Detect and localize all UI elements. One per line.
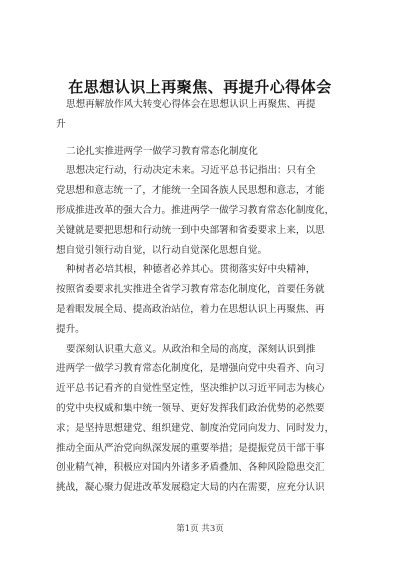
body-line: 思想决定行动，行动决定未来。习近平总书记指出：只有全 (66, 165, 316, 177)
body-line: 要深刻认识重大意义。从政治和全局的高度，深刻认识到推 (66, 343, 316, 355)
body-line: 求；是坚持思想建党、组织建党、制度治党同向发力、同时发力， (56, 422, 335, 434)
body-line: 思想再解放作风大转变心得体会在思想认识上再聚焦、再提 (66, 99, 316, 110)
body-line: 进两学一做学习教育常态化制度化，是增强向党中央看齐、向习 (56, 363, 325, 375)
body-line: 党思想和意志统一了，才能统一全国各族人民思想和意志，才能 (56, 185, 325, 197)
body-line: 的党中央权威和集中统一领导、更好发挥我们政治优势的必然要 (56, 402, 325, 414)
body-line: 近平总书记看齐的自觉性坚定性，坚决维护以习近平同志为核心 (56, 383, 325, 395)
page-number: 第1页 共3页 (176, 524, 224, 534)
body-line: 种树者必培其根，种德者必养其心。贯彻落实好中央精神， (66, 264, 316, 276)
document-title: 在思想认识上再聚焦、再提升心得体会 (68, 78, 332, 96)
section-heading: 二论扎实推进两学一做学习教育常态化制度化 (66, 145, 258, 157)
paragraph-gap (56, 135, 356, 142)
body-line: 是着眼发展全局、提高政治站位，着力在思想认识上再聚焦、再 (56, 303, 325, 315)
body-line: 关键就是要把思想和行动统一到中央部署和省委要求上来，以思 (56, 224, 325, 236)
body-line: 想自觉引领行动自觉，以行动自觉深化思想自觉。 (56, 244, 268, 256)
document-body (56, 95, 356, 498)
body-line: 挑战，凝心聚力促进改革发展稳定大局的内在需要，应充分认识 (56, 482, 325, 494)
body-line: 推动全面从严治党向纵深发展的重要举措；是提振党员干部干事 (56, 442, 325, 454)
body-line: 按照省委要求扎实推进全省学习教育常态化制度化，首要任务就 (56, 284, 325, 296)
body-line: 形成推进改革的强大合力。推进两学一做学习教育常态化制度化， (56, 204, 335, 216)
body-line: 升 (56, 118, 66, 130)
body-line: 提升。 (56, 323, 85, 335)
body-line: 创业精气神，积极应对国内外诸多矛盾叠加、各种风险隐患交汇 (56, 462, 325, 474)
